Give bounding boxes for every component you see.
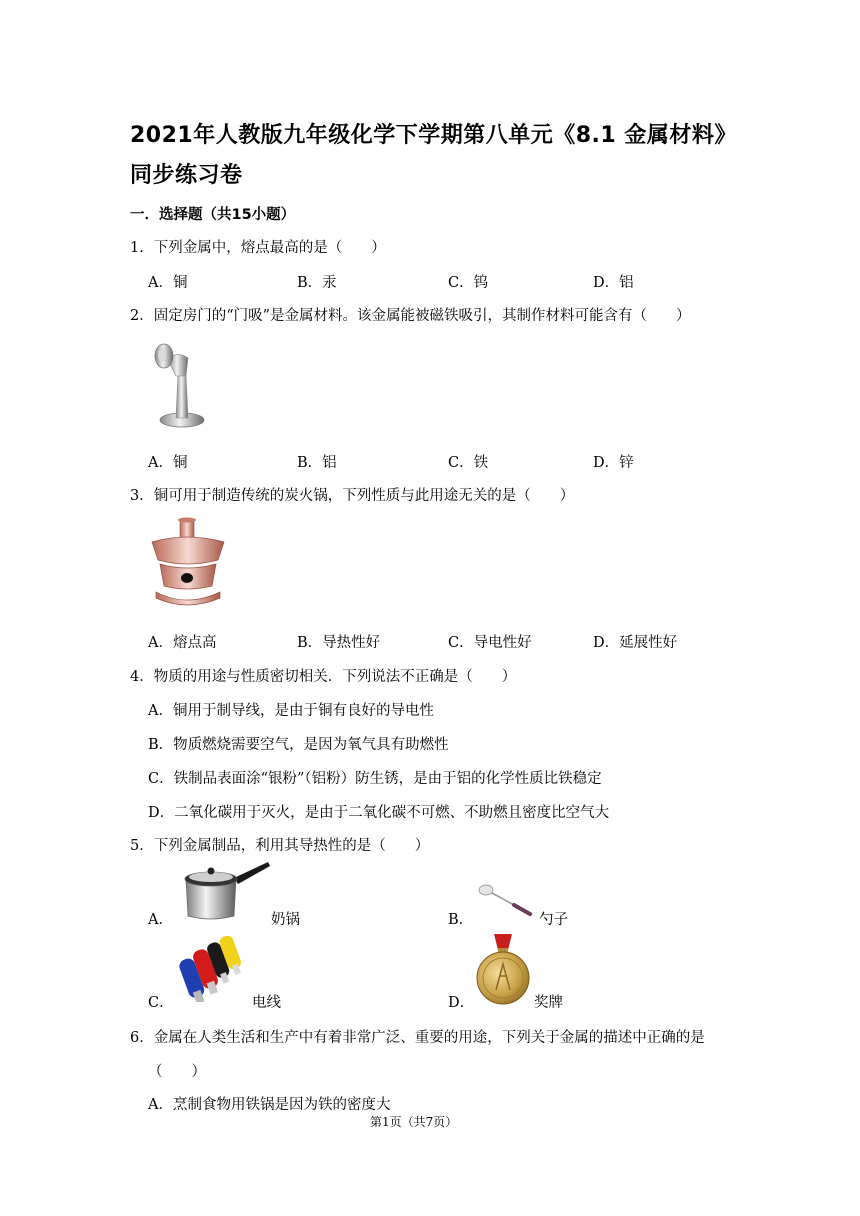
door-stopper-image <box>146 338 216 430</box>
question-1-stem: 1．下列金属中，熔点最高的是（ ） <box>130 240 386 256</box>
spoon-image <box>476 883 536 919</box>
milk-pot-image <box>180 858 272 922</box>
q2-option-d: D．锌 <box>593 455 634 471</box>
q5-option-d-letter: D． <box>448 995 475 1011</box>
q3-option-b: B．导热性好 <box>297 635 381 651</box>
q5-option-b-letter: B． <box>448 912 474 928</box>
question-3-stem: 3．铜可用于制造传统的炭火锅，下列性质与此用途无关的是（ ） <box>130 488 575 504</box>
question-4-stem: 4．物质的用途与性质密切相关．下列说法不正确是（ ） <box>130 669 517 685</box>
q3-option-a: A．熔点高 <box>148 635 217 651</box>
q2-option-b: B．铝 <box>297 455 337 471</box>
electric-wires-image <box>178 936 250 1002</box>
page-footer: 第1页（共7页） <box>370 1115 458 1129</box>
copper-hotpot-image <box>146 516 230 610</box>
q1-option-a: A．铜 <box>148 275 188 291</box>
medal-image <box>474 934 532 1006</box>
question-6-stem-line1: 6．金属在人类生活和生产中有着非常广泛、重要的用途，下列关于金属的描述中正确的是 <box>130 1030 705 1046</box>
q5-option-c-label: 电线 <box>252 995 281 1011</box>
section-heading: 一．选择题（共15小题） <box>130 207 296 223</box>
doc-title-line2: 同步练习卷 <box>130 163 243 188</box>
question-2-stem: 2．固定房门的“门吸”是金属材料。该金属能被磁铁吸引，其制作材料可能含有（ ） <box>130 308 691 324</box>
q1-option-d: D．铝 <box>593 275 634 291</box>
question-6-stem-line2: （ ） <box>148 1064 206 1080</box>
q5-option-c-letter: C． <box>148 995 174 1011</box>
q1-option-c: C．钨 <box>448 275 489 291</box>
q3-option-c: C．导电性好 <box>448 635 532 651</box>
q3-option-d: D．延展性好 <box>593 635 678 651</box>
q2-option-c: C．铁 <box>448 455 489 471</box>
doc-title-line1: 2021年人教版九年级化学下学期第八单元《8.1 金属材料》 <box>130 123 737 148</box>
q4-option-c: C．铁制品表面涂“银粉”（铝粉）防生锈，是由于铝的化学性质比铁稳定 <box>148 771 602 787</box>
q4-option-b: B．物质燃烧需要空气，是因为氧气具有助燃性 <box>148 737 449 753</box>
question-5-stem: 5．下列金属制品，利用其导热性的是（ ） <box>130 838 430 854</box>
q4-option-d: D．二氧化碳用于灭火，是由于二氧化碳不可燃、不助燃且密度比空气大 <box>148 805 610 821</box>
q5-option-a-label: 奶锅 <box>271 912 300 928</box>
q5-option-a-letter: A． <box>148 912 173 928</box>
q6-option-a: A．烹制食物用铁锅是因为铁的密度大 <box>148 1097 391 1113</box>
q5-option-d-label: 奖牌 <box>534 995 563 1011</box>
q1-option-b: B．汞 <box>297 275 337 291</box>
q2-option-a: A．铜 <box>148 455 188 471</box>
q4-option-a: A．铜用于制导线，是由于铜有良好的导电性 <box>148 703 434 719</box>
q5-option-b-label: 勺子 <box>539 912 568 928</box>
